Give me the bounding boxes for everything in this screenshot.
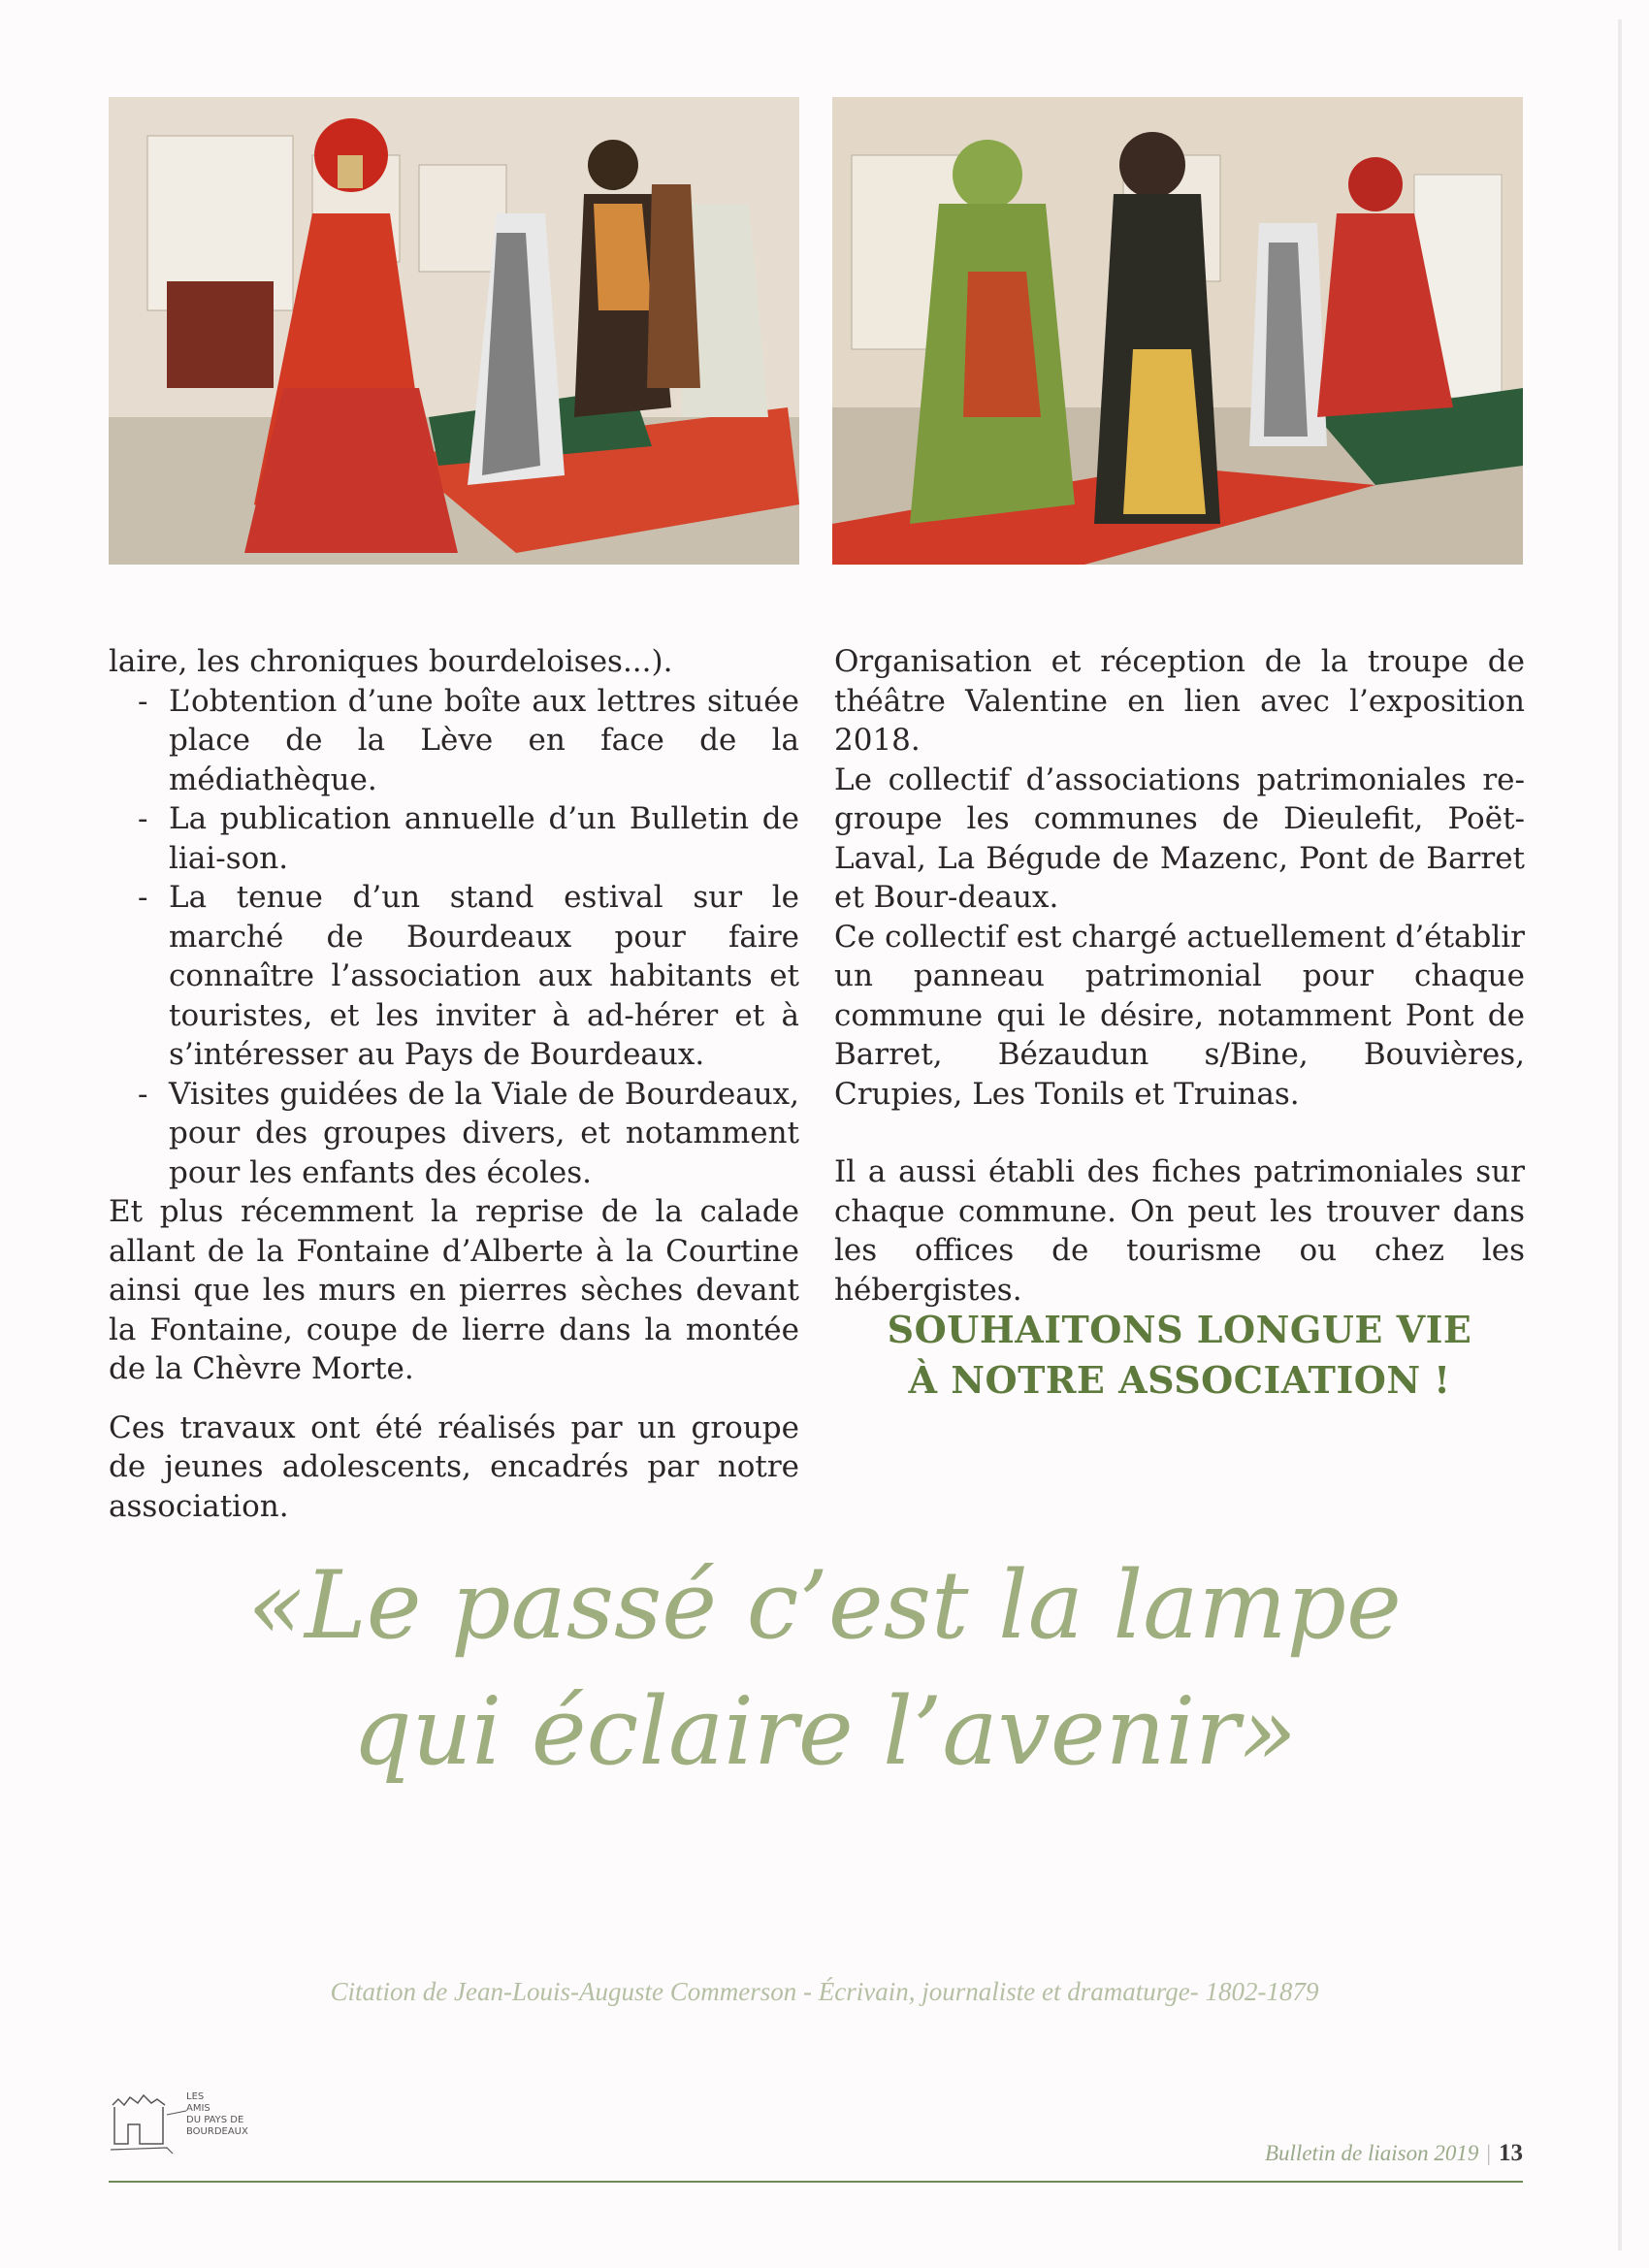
paragraph-calade: Et plus récemment la reprise de la calade allant de la Fontaine d’Alberte à la Courtine ainsi que les murs en pierres sèches devant la Fontaine, coupe de lierre dans la montée de la Chèvre Morte. — [109, 1194, 799, 1386]
list-item: - La tenue d’un stand estival sur le marché de Bourdeaux pour faire connaître l’association aux habitants et touristes, et les inviter à ad-hérer et à s’intéresser au Pays de Bourdeaux. — [138, 880, 799, 1072]
paragraph-panneau: Ce collectif est chargé actuellement d’établir un panneau patrimonial pour chaque commune qui le désire, notamment Pont de Barret, Bézaudun s/Bine, Bouvières, Crupies, Les Tonils et Truinas. — [834, 919, 1525, 1112]
quote-line-2: qui éclaire l’avenir» — [352, 1677, 1297, 1786]
paragraph-theatre: Organisation et réception de la troupe de théâtre Valentine en lien avec l’exposition 2018. — [834, 644, 1525, 758]
svg-text:LES: LES — [186, 2091, 205, 2102]
svg-text:DU PAYS DE: DU PAYS DE — [186, 2115, 244, 2125]
featured-quote — [175, 1542, 1474, 1795]
quote-citation: Citation de Jean-Louis-Auguste Commerson - Écrivain, journaliste et dramaturge- 1802-1879 — [330, 1977, 1319, 2006]
list-item: - L’obtention d’une boîte aux lettres située place de la Lève en face de la médiathèque. — [138, 683, 799, 797]
quote-line-1: «Le passé c’est la lampe — [247, 1551, 1402, 1660]
slogan-line-2: À NOTRE ASSOCIATION ! — [908, 1358, 1451, 1402]
svg-text:AMIS: AMIS — [186, 2103, 210, 2114]
list-item: - La publication annuelle d’un Bulletin de liai-son. — [138, 801, 799, 876]
page-edge — [1618, 19, 1622, 2251]
exhibition-photo-right — [832, 97, 1523, 565]
paragraph-travaux: Ces travaux ont été réalisés par un groupe de jeunes adolescents, encadrés par notre association. — [109, 1409, 799, 1524]
footer-rule — [109, 2181, 1523, 2183]
paragraph-fiches: Il a aussi établi des fiches patrimoniales sur chaque commune. On peut les trouver dans les offices de tourisme ou chez les hébergistes. — [834, 1154, 1525, 1308]
left-text-column — [109, 642, 799, 1526]
page-footer — [1265, 2140, 1523, 2167]
list-item: - Visites guidées de la Viale de Bourdeaux, pour des groupes divers, et notamment pour les enfants des écoles. — [138, 1076, 799, 1190]
intro-line: laire, les chroniques bourdeloises...). — [109, 644, 673, 679]
page-number: 13 — [1499, 2140, 1523, 2166]
slogan-line-1: SOUHAITONS LONGUE VIE — [887, 1308, 1472, 1351]
paragraph-collectif: Le collectif d’associations patrimoniales re-groupe les communes de Dieulefit, Poët-Laval, La Bégude de Mazenc, Pont de Barret et Bour-deaux. — [834, 761, 1525, 915]
activities-list — [109, 682, 799, 1193]
publication-name: Bulletin de liaison 2019 — [1264, 2141, 1479, 2165]
footer-separator: | — [1486, 2141, 1491, 2165]
exhibition-photo-left — [109, 97, 799, 565]
right-text-column — [834, 642, 1525, 1310]
association-logo — [109, 2086, 254, 2163]
svg-text:BOURDEAUX: BOURDEAUX — [186, 2126, 248, 2137]
slogan — [834, 1305, 1525, 1406]
